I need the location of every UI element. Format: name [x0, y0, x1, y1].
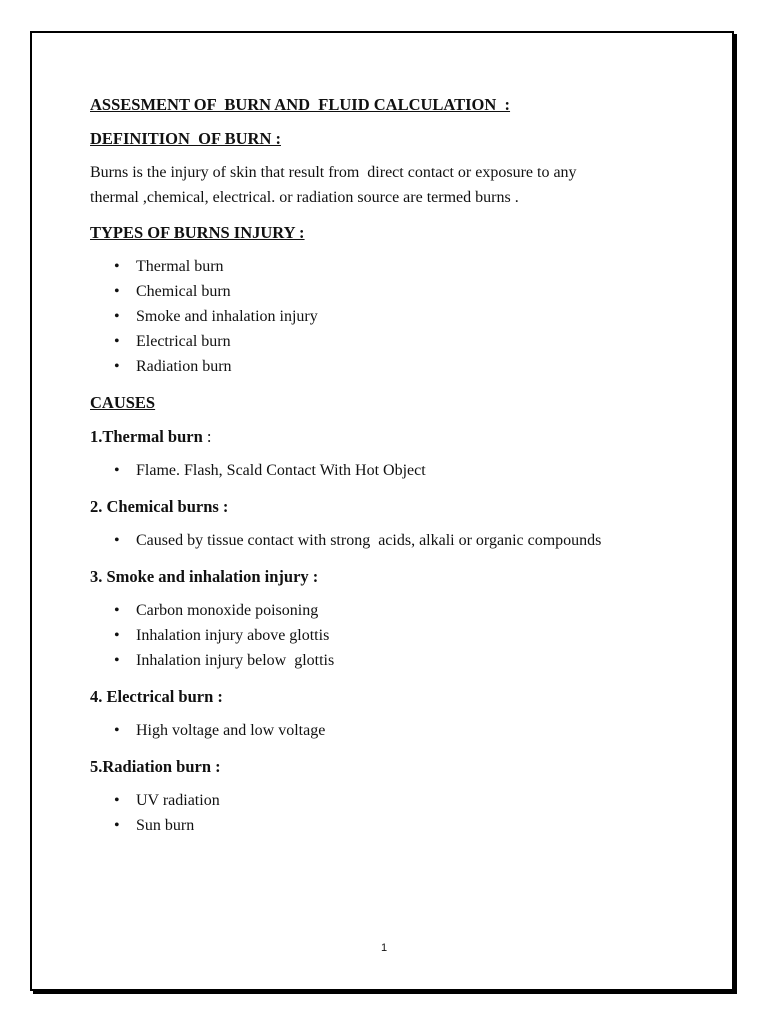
cause-list-thermal: [90, 458, 690, 483]
list-item: [90, 598, 690, 623]
list-item: [90, 623, 690, 648]
bullet-icon: •: [114, 792, 120, 809]
definition-line-2: thermal ,chemical, electrical. or radiation source are termed burns .: [90, 189, 519, 206]
cause-heading-chemical: 2. Chemical burns :: [90, 497, 229, 516]
definition-line-1: Burns is the injury of skin that result from direct contact or exposure to any: [90, 164, 577, 181]
definition-paragraph: [90, 160, 690, 210]
bullet-icon: •: [114, 462, 120, 479]
bullet-icon: •: [114, 258, 120, 275]
page-number: 1: [380, 942, 388, 954]
cause-heading-radiation: 5.Radiation burn :: [90, 757, 221, 776]
cause-heading-electrical: 4. Electrical burn :: [90, 687, 223, 706]
cause-heading-text: 1.Thermal burn: [90, 427, 203, 446]
document-title: ASSESMENT OF BURN AND FLUID CALCULATION :: [90, 95, 511, 114]
bullet-icon: •: [114, 627, 120, 644]
bullet-icon: •: [114, 308, 120, 325]
list-item-text: Carbon monoxide poisoning: [136, 602, 319, 619]
list-item: [90, 329, 690, 354]
list-item: [90, 813, 690, 838]
list-item: [90, 718, 690, 743]
list-item: [90, 458, 690, 483]
bullet-icon: •: [114, 817, 120, 834]
list-item: [90, 304, 690, 329]
document-body: [90, 92, 690, 849]
bullet-icon: •: [114, 358, 120, 375]
list-item: [90, 354, 690, 379]
list-item-text: Smoke and inhalation injury: [136, 308, 318, 325]
causes-heading: CAUSES: [90, 393, 156, 412]
list-item-text: UV radiation: [136, 792, 220, 809]
list-item: [90, 528, 690, 553]
list-item-text: Sun burn: [136, 817, 195, 834]
list-item-text: Electrical burn: [136, 333, 231, 350]
bullet-icon: •: [114, 602, 120, 619]
list-item-text: Inhalation injury above glottis: [136, 627, 330, 644]
list-item-text: Flame. Flash, Scald Contact With Hot Object: [136, 462, 426, 479]
cause-list-electrical: [90, 718, 690, 743]
list-item: [90, 279, 690, 304]
list-item: [90, 254, 690, 279]
bullet-icon: •: [114, 333, 120, 350]
types-list: [90, 254, 690, 379]
cause-list-radiation: [90, 788, 690, 838]
types-heading: TYPES OF BURNS INJURY :: [90, 223, 305, 242]
list-item-text: Caused by tissue contact with strong acids, alkali or organic compounds: [136, 532, 602, 549]
bullet-icon: •: [114, 652, 120, 669]
list-item-text: Inhalation injury below glottis: [136, 652, 335, 669]
cause-list-chemical: [90, 528, 690, 553]
list-item-text: Chemical burn: [136, 283, 231, 300]
list-item-text: Thermal burn: [136, 258, 224, 275]
list-item-text: High voltage and low voltage: [136, 722, 326, 739]
cause-heading-suffix: :: [202, 427, 212, 446]
cause-heading-smoke: 3. Smoke and inhalation injury :: [90, 567, 319, 586]
list-item: [90, 648, 690, 673]
cause-list-smoke: [90, 598, 690, 673]
list-item-text: Radiation burn: [136, 358, 232, 375]
list-item: [90, 788, 690, 813]
cause-heading-thermal: [90, 424, 690, 449]
bullet-icon: •: [114, 722, 120, 739]
definition-heading: DEFINITION OF BURN :: [90, 129, 281, 148]
bullet-icon: •: [114, 532, 120, 549]
bullet-icon: •: [114, 283, 120, 300]
